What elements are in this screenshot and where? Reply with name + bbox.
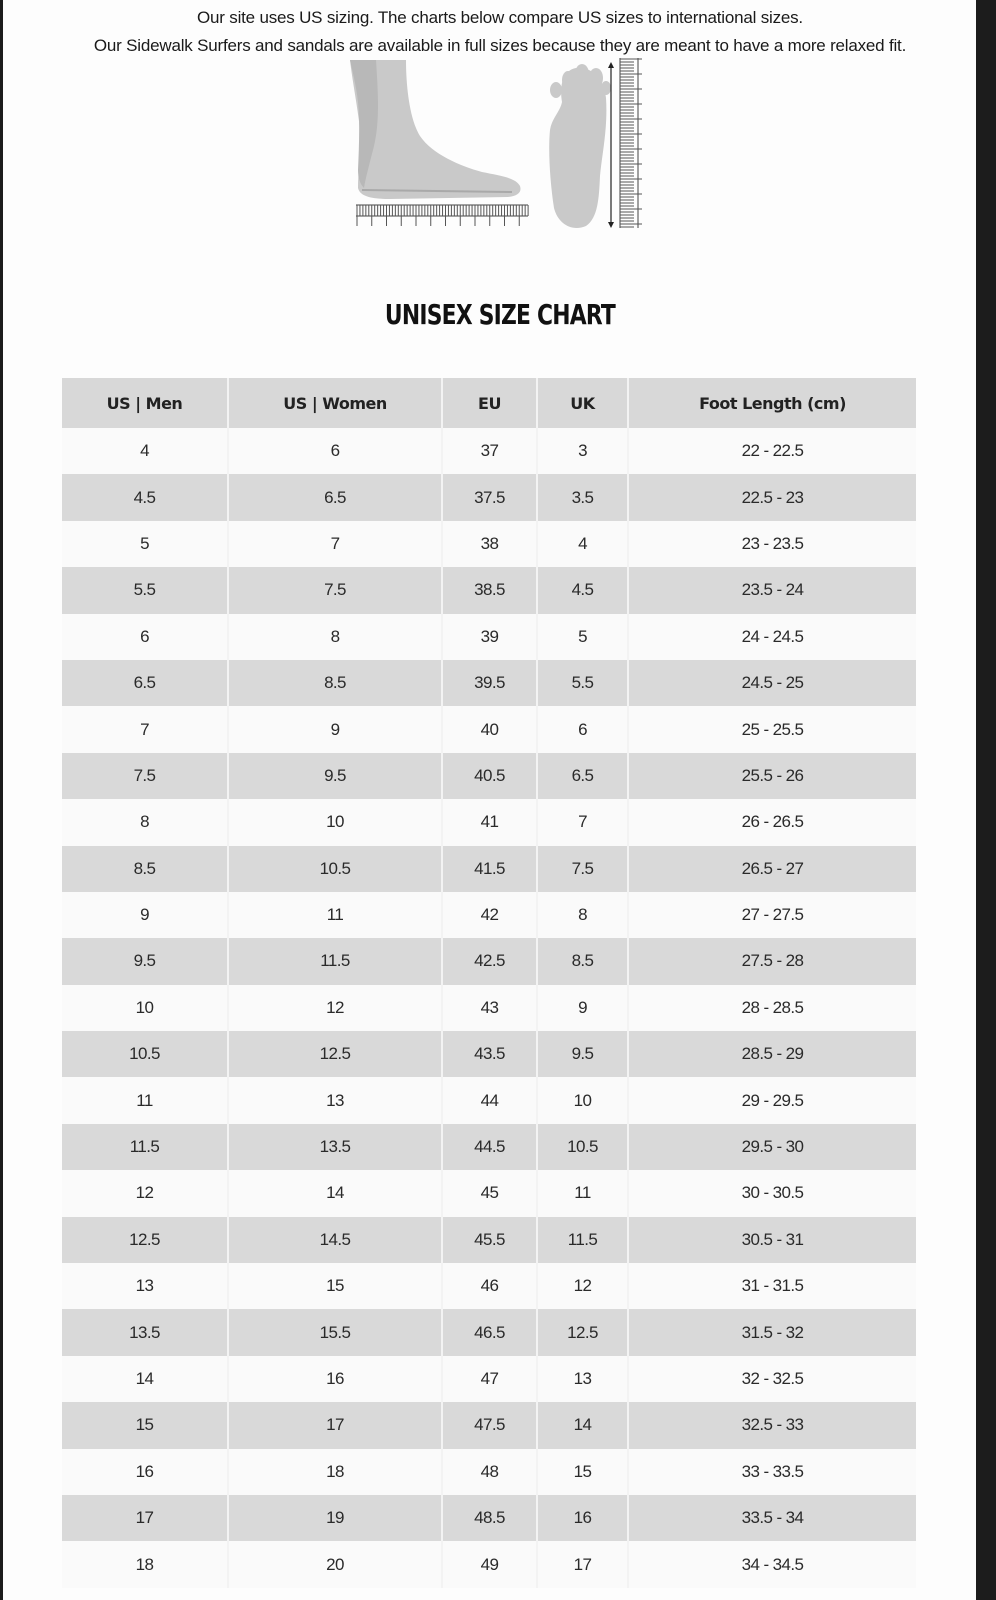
cell-foot-length: 34 - 34.5 — [741, 1554, 804, 1574]
cell-uk: 13 — [537, 1356, 628, 1402]
cell-us-men: 12.5 — [62, 1217, 228, 1263]
cell-eu: 41.5 — [442, 846, 537, 892]
cell-uk: 10 — [537, 1077, 628, 1123]
cell-uk: 11 — [537, 1170, 628, 1216]
cell-us-women: 11 — [228, 892, 442, 938]
cell-foot-length: 30.5 - 31 — [741, 1229, 804, 1249]
table-row — [62, 1124, 916, 1170]
cell-uk: 8.5 — [537, 938, 628, 984]
column-header-us-women: US | Women — [228, 378, 442, 428]
cell-us-women: 17 — [228, 1402, 442, 1448]
cell-eu: 42.5 — [442, 938, 537, 984]
table-row — [62, 799, 916, 845]
cell-eu: 46 — [442, 1263, 537, 1309]
cell-foot-length: 32 - 32.5 — [741, 1369, 804, 1388]
cell-us-men: 9 — [62, 892, 228, 938]
cell-eu: 39 — [442, 614, 537, 660]
table-row — [62, 428, 916, 474]
cell-uk: 4.5 — [537, 567, 628, 613]
cell-eu: 49 — [442, 1541, 537, 1587]
cell-us-women: 16 — [228, 1356, 442, 1402]
foot-sole-view-icon — [549, 64, 611, 228]
table-row — [62, 614, 916, 660]
cell-eu: 43.5 — [442, 1031, 537, 1077]
cell-us-women: 8.5 — [228, 660, 442, 706]
table-row — [62, 1402, 916, 1448]
table-row — [62, 1309, 916, 1355]
cell-us-men: 10.5 — [62, 1031, 228, 1077]
cell-eu: 37.5 — [442, 474, 537, 520]
cell-us-men: 4 — [62, 428, 228, 474]
cell-foot-length: 33.5 - 34 — [741, 1508, 804, 1528]
cell-us-women: 10.5 — [228, 846, 442, 892]
cell-uk: 10.5 — [537, 1124, 628, 1170]
cell-uk: 15 — [537, 1449, 628, 1495]
cell-uk: 7 — [537, 799, 628, 845]
table-header-row — [62, 378, 916, 428]
cell-eu: 42 — [442, 892, 537, 938]
foot-measurement-illustration — [350, 58, 660, 236]
cell-eu: 38.5 — [442, 567, 537, 613]
cell-eu: 47 — [442, 1356, 537, 1402]
table-row — [62, 753, 916, 799]
cell-foot-length: 27 - 27.5 — [741, 905, 804, 925]
cell-uk: 17 — [537, 1541, 628, 1587]
cell-eu: 39.5 — [442, 660, 537, 706]
cell-us-women: 9.5 — [228, 753, 442, 799]
table-row — [62, 567, 916, 613]
table-row — [62, 1170, 916, 1216]
cell-foot-length: 28.5 - 29 — [741, 1044, 804, 1064]
cell-uk: 6.5 — [537, 753, 628, 799]
table-row — [62, 1356, 916, 1402]
column-header-us-men: US | Men — [62, 378, 228, 428]
cell-us-men: 14 — [62, 1356, 228, 1402]
cell-us-women: 13.5 — [228, 1124, 442, 1170]
cell-us-men: 4.5 — [62, 474, 228, 520]
cell-us-women: 14 — [228, 1170, 442, 1216]
cell-uk: 4 — [537, 521, 628, 567]
table-row — [62, 846, 916, 892]
cell-us-men: 15 — [62, 1402, 228, 1448]
cell-us-women: 20 — [228, 1541, 442, 1587]
cell-us-women: 6.5 — [228, 474, 442, 520]
cell-us-men: 13.5 — [62, 1309, 228, 1355]
table-row — [62, 985, 916, 1031]
cell-eu: 44 — [442, 1077, 537, 1123]
cell-uk: 5.5 — [537, 660, 628, 706]
cell-us-women: 10 — [228, 799, 442, 845]
cell-us-women: 12 — [228, 985, 442, 1031]
cell-us-men: 8 — [62, 799, 228, 845]
table-row — [62, 474, 916, 520]
cell-us-men: 11.5 — [62, 1124, 228, 1170]
cell-us-women: 19 — [228, 1495, 442, 1541]
cell-uk: 12.5 — [537, 1309, 628, 1355]
cell-foot-length: 31.5 - 32 — [741, 1322, 804, 1342]
right-edge — [976, 0, 996, 1600]
table-row — [62, 1077, 916, 1123]
cell-uk: 11.5 — [537, 1217, 628, 1263]
cell-eu: 40 — [442, 706, 537, 752]
cell-us-women: 9 — [228, 706, 442, 752]
ruler-vertical-ticks — [620, 58, 642, 228]
column-header-uk: UK — [537, 378, 628, 428]
foot-side-view-icon — [350, 60, 528, 216]
cell-uk: 6 — [537, 706, 628, 752]
cell-foot-length: 25.5 - 26 — [741, 765, 804, 785]
cell-foot-length: 29 - 29.5 — [741, 1090, 804, 1110]
table-row — [62, 1541, 916, 1587]
table-body — [62, 428, 916, 1588]
cell-us-men: 16 — [62, 1449, 228, 1495]
cell-foot-length: 28 - 28.5 — [741, 997, 804, 1017]
cell-foot-length: 24.5 - 25 — [741, 673, 804, 693]
cell-us-men: 11 — [62, 1077, 228, 1123]
cell-eu: 37 — [442, 428, 537, 474]
cell-us-men: 13 — [62, 1263, 228, 1309]
cell-us-women: 14.5 — [228, 1217, 442, 1263]
cell-uk: 7.5 — [537, 846, 628, 892]
table-row — [62, 521, 916, 567]
cell-uk: 5 — [537, 614, 628, 660]
table-row — [62, 938, 916, 984]
cell-foot-length: 25 - 25.5 — [741, 719, 804, 739]
cell-foot-length: 29.5 - 30 — [741, 1137, 804, 1157]
cell-us-women: 12.5 — [228, 1031, 442, 1077]
table-row — [62, 892, 916, 938]
cell-us-men: 10 — [62, 985, 228, 1031]
cell-uk: 3.5 — [537, 474, 628, 520]
cell-foot-length: 31 - 31.5 — [741, 1276, 804, 1296]
cell-us-men: 8.5 — [62, 846, 228, 892]
table-row — [62, 706, 916, 752]
cell-foot-length: 33 - 33.5 — [741, 1461, 804, 1481]
cell-us-men: 6 — [62, 614, 228, 660]
cell-us-men: 7 — [62, 706, 228, 752]
cell-foot-length: 26.5 - 27 — [741, 858, 804, 878]
cell-eu: 47.5 — [442, 1402, 537, 1448]
cell-foot-length: 22 - 22.5 — [741, 441, 804, 461]
intro-text — [0, 4, 996, 60]
cell-us-men: 12 — [62, 1170, 228, 1216]
cell-us-women: 11.5 — [228, 938, 442, 984]
cell-us-men: 5.5 — [62, 567, 228, 613]
cell-us-men: 6.5 — [62, 660, 228, 706]
table-row — [62, 1449, 916, 1495]
cell-us-men: 9.5 — [62, 938, 228, 984]
cell-eu: 48 — [442, 1449, 537, 1495]
table-row — [62, 1263, 916, 1309]
cell-eu: 38 — [442, 521, 537, 567]
cell-us-women: 13 — [228, 1077, 442, 1123]
cell-eu: 46.5 — [442, 1309, 537, 1355]
table-row — [62, 1495, 916, 1541]
cell-us-men: 18 — [62, 1541, 228, 1587]
cell-eu: 44.5 — [442, 1124, 537, 1170]
cell-foot-length: 30 - 30.5 — [741, 1183, 804, 1203]
cell-uk: 8 — [537, 892, 628, 938]
cell-us-women: 15 — [228, 1263, 442, 1309]
cell-uk: 16 — [537, 1495, 628, 1541]
cell-uk: 3 — [537, 428, 628, 474]
cell-us-women: 18 — [228, 1449, 442, 1495]
cell-eu: 41 — [442, 799, 537, 845]
cell-eu: 43 — [442, 985, 537, 1031]
cell-us-women: 8 — [228, 614, 442, 660]
cell-us-women: 15.5 — [228, 1309, 442, 1355]
table-row — [62, 660, 916, 706]
intro-line-1: Our site uses US sizing. The charts below compare US sizes to international sizes. — [197, 8, 803, 27]
table-row — [62, 1217, 916, 1263]
chart-title: UNISEX SIZE CHART — [384, 298, 616, 331]
column-header-foot-length: Foot Length (cm) — [699, 393, 846, 413]
cell-us-men: 17 — [62, 1495, 228, 1541]
cell-foot-length: 22.5 - 23 — [741, 487, 804, 507]
cell-eu: 40.5 — [442, 753, 537, 799]
cell-foot-length: 24 - 24.5 — [741, 626, 804, 646]
column-header-eu: EU — [442, 378, 537, 428]
size-chart-table — [62, 378, 916, 1588]
cell-foot-length: 23.5 - 24 — [741, 580, 804, 600]
cell-uk: 9 — [537, 985, 628, 1031]
cell-foot-length: 23 - 23.5 — [741, 533, 804, 553]
cell-us-women: 7 — [228, 521, 442, 567]
cell-uk: 12 — [537, 1263, 628, 1309]
cell-eu: 45 — [442, 1170, 537, 1216]
cell-us-women: 6 — [228, 428, 442, 474]
cell-us-men: 5 — [62, 521, 228, 567]
intro-line-2: Our Sidewalk Surfers and sandals are available in full sizes because they are meant to have a more relaxed fit. — [93, 36, 907, 55]
cell-foot-length: 27.5 - 28 — [741, 951, 804, 971]
cell-uk: 9.5 — [537, 1031, 628, 1077]
cell-us-women: 7.5 — [228, 567, 442, 613]
cell-foot-length: 32.5 - 33 — [741, 1415, 804, 1435]
cell-eu: 48.5 — [442, 1495, 537, 1541]
cell-eu: 45.5 — [442, 1217, 537, 1263]
cell-us-men: 7.5 — [62, 753, 228, 799]
table-row — [62, 1031, 916, 1077]
cell-uk: 14 — [537, 1402, 628, 1448]
cell-foot-length: 26 - 26.5 — [741, 812, 804, 832]
